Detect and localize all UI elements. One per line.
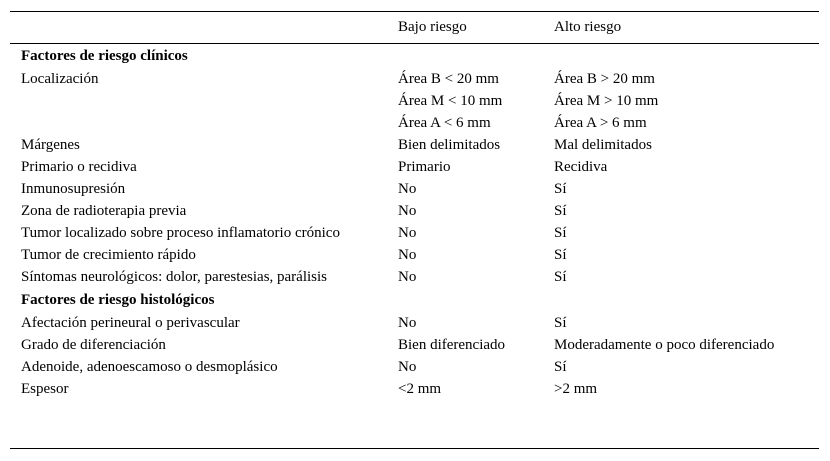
high-risk-cell: Sí	[554, 269, 567, 285]
section-title-text: Factores de riesgo clínicos	[21, 48, 188, 64]
table-row	[10, 134, 819, 156]
high-risk-cell: Recidiva	[554, 159, 608, 175]
factor-cell: Inmunosupresión	[21, 181, 126, 197]
low-risk-cell: Área M < 10 mm	[398, 93, 503, 109]
factor-cell: Afectación perineural o perivascular	[21, 315, 240, 331]
table-row	[10, 312, 819, 334]
table-row	[10, 178, 819, 200]
factor-cell: Tumor localizado sobre proceso inflamatorio crónico	[21, 225, 340, 241]
high-risk-cell: Sí	[554, 359, 567, 375]
table-row	[10, 222, 819, 244]
factor-cell: Localización	[21, 71, 99, 87]
table-row	[10, 244, 819, 266]
table-row	[10, 112, 819, 134]
low-risk-cell: Bien diferenciado	[398, 337, 506, 353]
table-row	[10, 90, 819, 112]
high-risk-cell: Sí	[554, 225, 567, 241]
high-risk-cell: Área M > 10 mm	[554, 93, 659, 109]
high-risk-cell: Sí	[554, 203, 567, 219]
factor-cell: Grado de diferenciación	[21, 337, 166, 353]
factor-cell: Primario o recidiva	[21, 159, 137, 175]
low-risk-cell: No	[398, 203, 417, 219]
low-risk-cell: No	[398, 247, 417, 263]
low-risk-cell: No	[398, 269, 417, 285]
low-risk-cell: Bien delimitados	[398, 137, 501, 153]
table-header-rule	[10, 43, 819, 44]
table-row	[10, 378, 819, 400]
table-bottom-rule	[10, 448, 819, 449]
table-header-row	[10, 16, 819, 38]
table-row	[10, 200, 819, 222]
high-risk-cell: Sí	[554, 181, 567, 197]
high-risk-cell: Área B > 20 mm	[554, 71, 655, 87]
section-title-text: Factores de riesgo histológicos	[21, 292, 215, 308]
table-row	[10, 156, 819, 178]
low-risk-cell: No	[398, 181, 417, 197]
high-risk-cell: >2 mm	[554, 381, 598, 397]
section-title-histological	[10, 289, 819, 311]
table-row	[10, 68, 819, 90]
low-risk-cell: Área A < 6 mm	[398, 115, 491, 131]
factor-cell: Adenoide, adenoescamoso o desmoplásico	[21, 359, 278, 375]
low-risk-cell: No	[398, 315, 417, 331]
low-risk-cell: <2 mm	[398, 381, 442, 397]
table-top-rule	[10, 11, 819, 12]
high-risk-cell: Sí	[554, 315, 567, 331]
high-risk-cell: Moderadamente o poco diferenciado	[554, 337, 775, 353]
table-row	[10, 266, 819, 288]
low-risk-cell: No	[398, 359, 417, 375]
risk-factors-table	[10, 11, 819, 449]
low-risk-cell: Área B < 20 mm	[398, 71, 499, 87]
header-low-risk: Bajo riesgo	[398, 19, 467, 35]
table-row	[10, 356, 819, 378]
high-risk-cell: Sí	[554, 247, 567, 263]
low-risk-cell: Primario	[398, 159, 451, 175]
section-title-clinical	[10, 45, 819, 67]
factor-cell: Síntomas neurológicos: dolor, parestesias, parálisis	[21, 269, 328, 285]
high-risk-cell: Área A > 6 mm	[554, 115, 647, 131]
factor-cell: Espesor	[21, 381, 69, 397]
high-risk-cell: Mal delimitados	[554, 137, 652, 153]
table-row	[10, 334, 819, 356]
header-high-risk: Alto riesgo	[554, 19, 622, 35]
factor-cell: Márgenes	[21, 137, 80, 153]
factor-cell: Zona de radioterapia previa	[21, 203, 187, 219]
low-risk-cell: No	[398, 225, 417, 241]
factor-cell: Tumor de crecimiento rápido	[21, 247, 196, 263]
